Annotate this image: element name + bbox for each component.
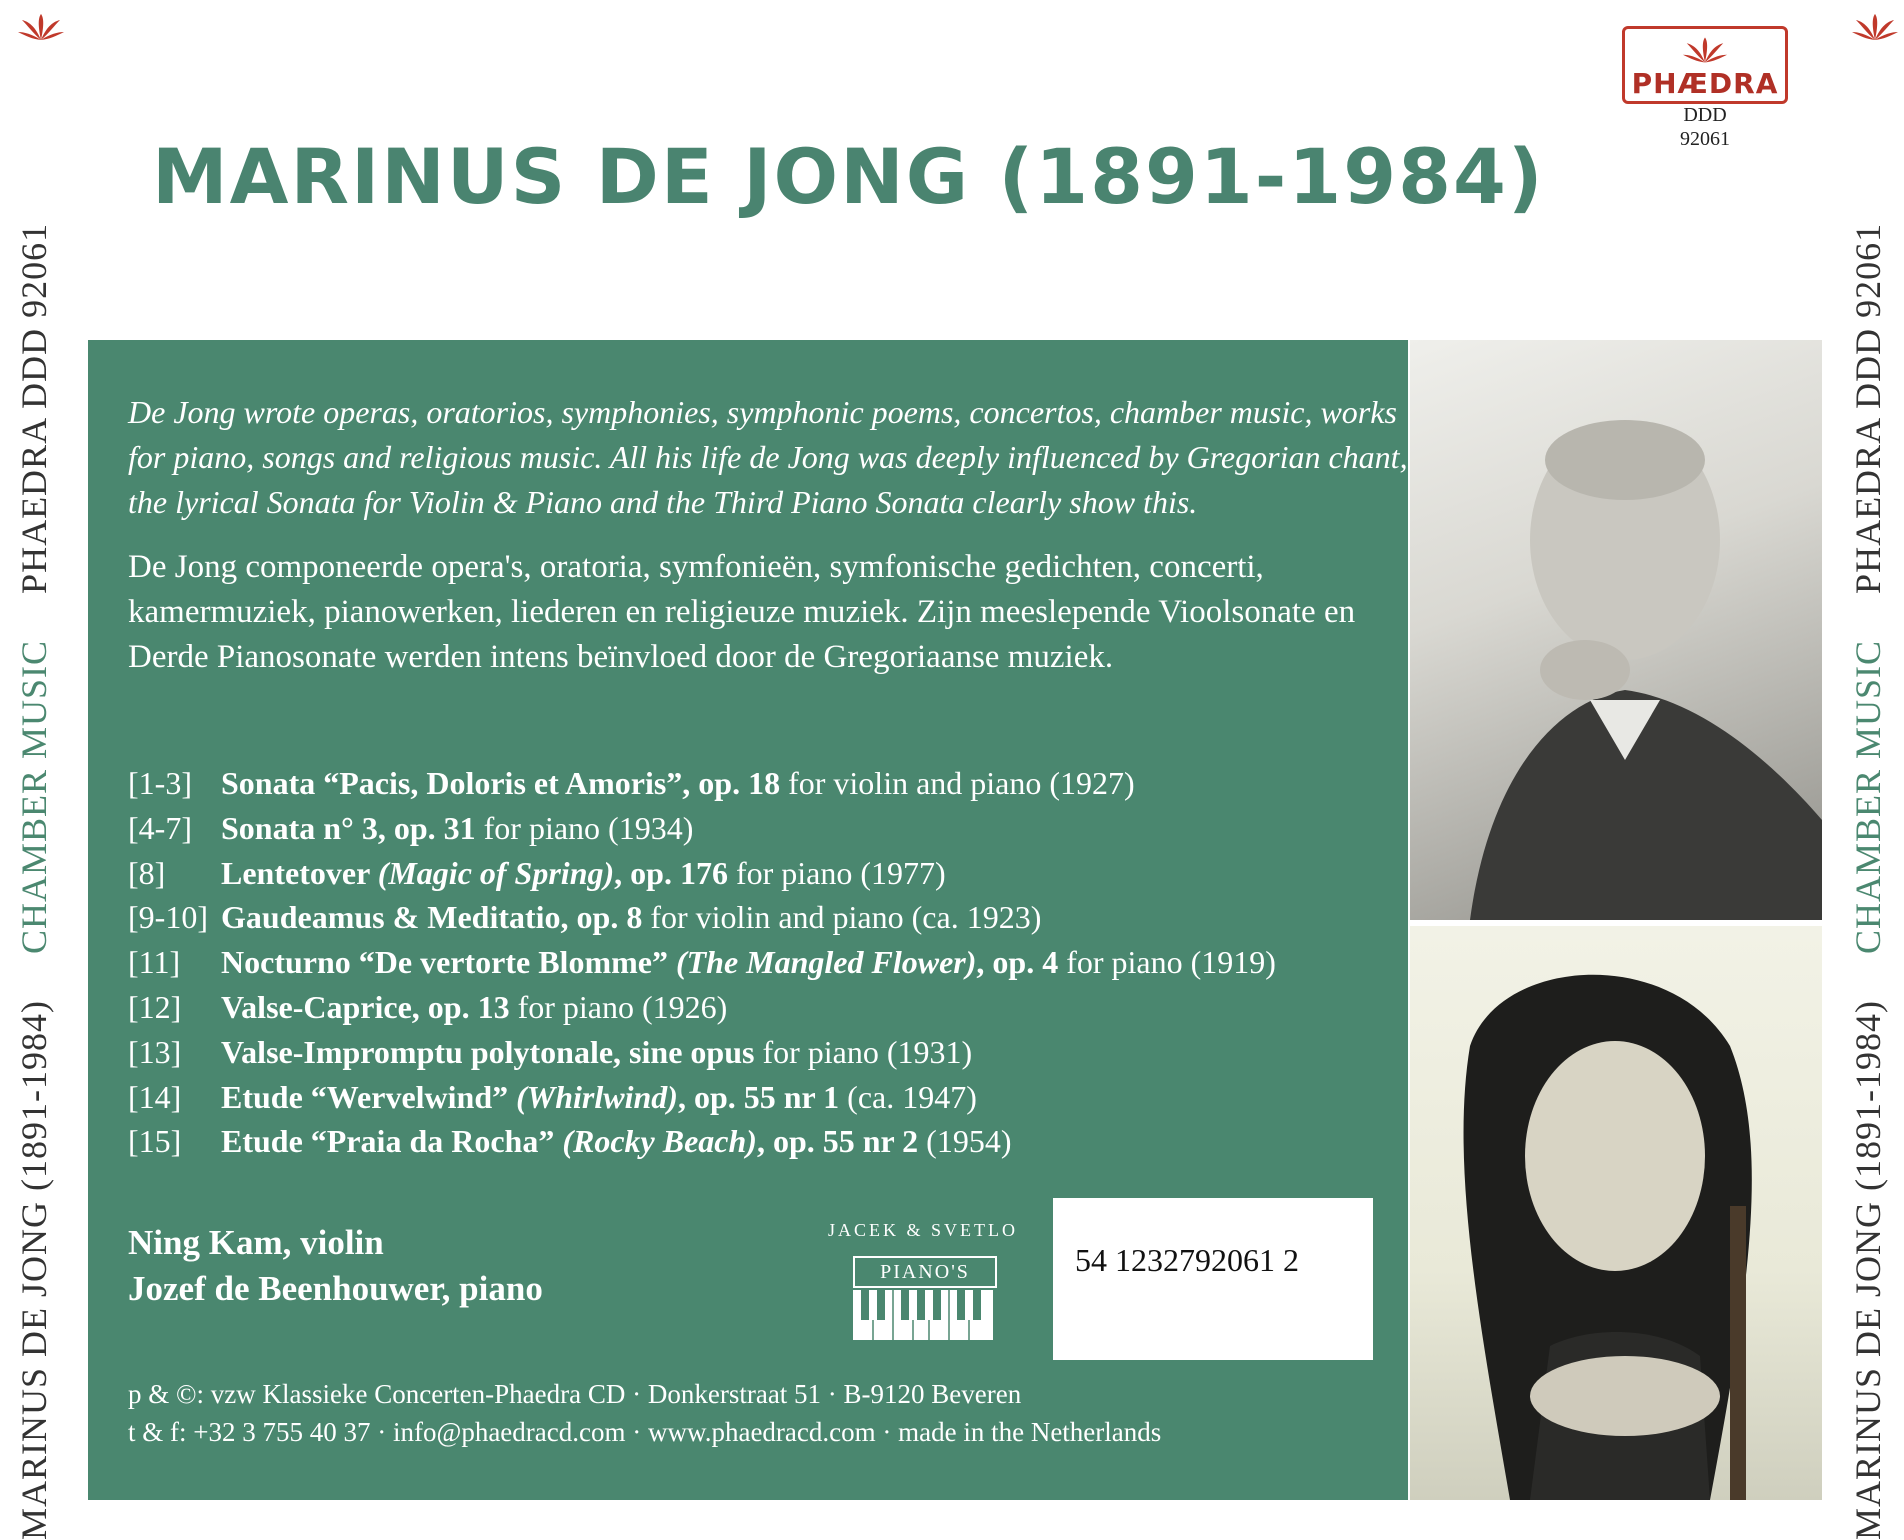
track-row [128, 855, 1428, 900]
track-row [128, 1123, 1428, 1168]
right-spine-text [1847, 140, 1889, 1540]
track-title-part: , op. 55 nr 2 [756, 1123, 919, 1160]
track-number: [1-3] [128, 765, 192, 801]
artists [128, 1220, 543, 1312]
track-title-part: for violin and piano (ca. 1923) [642, 899, 1042, 936]
track-title [221, 1079, 977, 1116]
left-spine-text [13, 140, 55, 1540]
track-title-part: Lentetover [221, 854, 378, 891]
footer-contact: t & f: +32 3 755 40 37 · info@phaedracd.com · www.phaedracd.com · made in the Netherlands [128, 1417, 1162, 1447]
intro-english: De Jong wrote operas, oratorios, symphonies, symphonic poems, concertos, chamber music, works for piano, songs and religious music. All his life de Jong was deeply influenced by Gregorian chant, the lyrical Sonata for Violin & Piano and the Third Piano Sonata clearly show this. [128, 394, 1408, 520]
track-title-part: Gaudeamus & Meditatio, op. 8 [221, 899, 643, 936]
track-title-part: for piano (1934) [475, 809, 694, 846]
phaedra-lotus-icon [1681, 33, 1729, 67]
format-label: DDD [1683, 104, 1727, 126]
track-number: [15] [128, 1123, 182, 1160]
phaedra-lotus-icon [16, 12, 66, 42]
track-title [221, 989, 727, 1026]
track-title-part: (Rocky Beach) [562, 1123, 757, 1160]
track-title-part: (Whirlwind) [516, 1078, 678, 1115]
track-title-part: Valse-Impromptu polytonale, sine opus [221, 1033, 755, 1070]
piano-keys-icon [853, 1290, 993, 1340]
track-title-part: for piano (1926) [509, 988, 728, 1025]
track-number: [9-10] [128, 899, 208, 936]
pianos-logo-top: JACEK & SVETLO [828, 1220, 1018, 1240]
track-number: [8] [128, 854, 166, 891]
track-row [128, 899, 1428, 944]
composer-photo [1410, 340, 1822, 920]
track-title-part: (ca. 1947) [839, 1078, 977, 1115]
track-title [221, 944, 1276, 981]
track-number: [4-7] [128, 809, 192, 846]
track-title-part: for violin and piano (1927) [780, 765, 1135, 801]
track-number: [13] [128, 1033, 182, 1070]
content-panel [88, 340, 1408, 1500]
track-title-part: Valse-Caprice, op. 13 [221, 988, 510, 1025]
page-title: MARINUS DE JONG (1891-1984) [152, 132, 1545, 221]
right-spine [1834, 0, 1904, 1540]
track-title-part: Sonata “Pacis, Doloris et Amoris”, op. 18 [221, 765, 781, 801]
track-title-part: Etude “Praia da Rocha” [221, 1123, 563, 1160]
logo-wordmark: PHÆDRA [1631, 67, 1779, 100]
track-row [128, 1034, 1428, 1079]
track-number: [11] [128, 944, 181, 981]
track-title-part: (Magic of Spring) [377, 854, 615, 891]
footer [128, 1375, 1161, 1451]
track-row [128, 810, 1428, 855]
spine-composer: MARINUS DE JONG (1891-1984) [1848, 1000, 1888, 1540]
left-spine [0, 0, 70, 1540]
intro-dutch: De Jong componeerde opera's, oratoria, symfonieën, symfonische gedichten, concerti, kamermuziek, pianowerken, liederen en religieuze muziek. Zijn meeslepende Vioolsonate en Derde Pianosonate werden intens beïnvloed door de Gregoriaanse muziek. [128, 549, 1356, 675]
track-title [221, 1034, 972, 1071]
phaedra-logo [1622, 26, 1788, 104]
track-row [128, 1079, 1428, 1124]
artist-violin: Ning Kam, violin [128, 1223, 384, 1262]
catalog-number: 92061 [1680, 128, 1730, 150]
pianos-logo [823, 1220, 1023, 1350]
track-title [221, 855, 946, 892]
track-title-part: , op. 4 [976, 944, 1059, 981]
track-title [221, 765, 1135, 802]
track-title-part: Nocturno “De vertorte Blomme” [221, 944, 676, 981]
track-title-part: for piano (1977) [727, 854, 946, 891]
track-title-part: Etude “Wervelwind” [221, 1078, 517, 1115]
track-title-part: for piano (1931) [754, 1033, 973, 1070]
track-title-part: , op. 176 [614, 854, 728, 891]
track-row [128, 944, 1428, 989]
barcode [1053, 1198, 1373, 1360]
track-title [221, 1123, 1011, 1160]
pianos-logo-sign: PIANO'S [853, 1256, 997, 1288]
spine-genre: CHAMBER MUSIC [14, 639, 54, 955]
track-row [128, 765, 1428, 810]
phaedra-lotus-icon [1850, 12, 1900, 42]
spine-catalog: PHAEDRA DDD 92061 [1848, 222, 1888, 594]
track-number: [14] [128, 1078, 182, 1115]
barcode-number: 54 1232792061 2 [1075, 1242, 1299, 1278]
track-title-part: (The Mangled Flower) [675, 944, 977, 981]
track-title [221, 899, 1041, 936]
spine-composer: MARINUS DE JONG (1891-1984) [14, 1000, 54, 1540]
track-list [128, 765, 1428, 1168]
track-title-part: Sonata n° 3, op. 31 [221, 809, 476, 846]
footer-copyright: p & ©: vzw Klassieke Concerten-Phaedra CD · Donkerstraat 51 · B-9120 Beveren [128, 1379, 1022, 1409]
violinist-photo [1410, 926, 1822, 1500]
artist-piano: Jozef de Beenhouwer, piano [128, 1269, 543, 1308]
track-title-part: for piano (1919) [1058, 944, 1276, 981]
spine-catalog: PHAEDRA DDD 92061 [14, 222, 54, 594]
track-row [128, 989, 1428, 1034]
track-title-part: , op. 55 nr 1 [677, 1078, 840, 1115]
track-number: [12] [128, 988, 182, 1025]
spine-genre: CHAMBER MUSIC [1848, 639, 1888, 955]
track-title-part: (1954) [918, 1123, 1012, 1160]
track-title [221, 810, 693, 847]
